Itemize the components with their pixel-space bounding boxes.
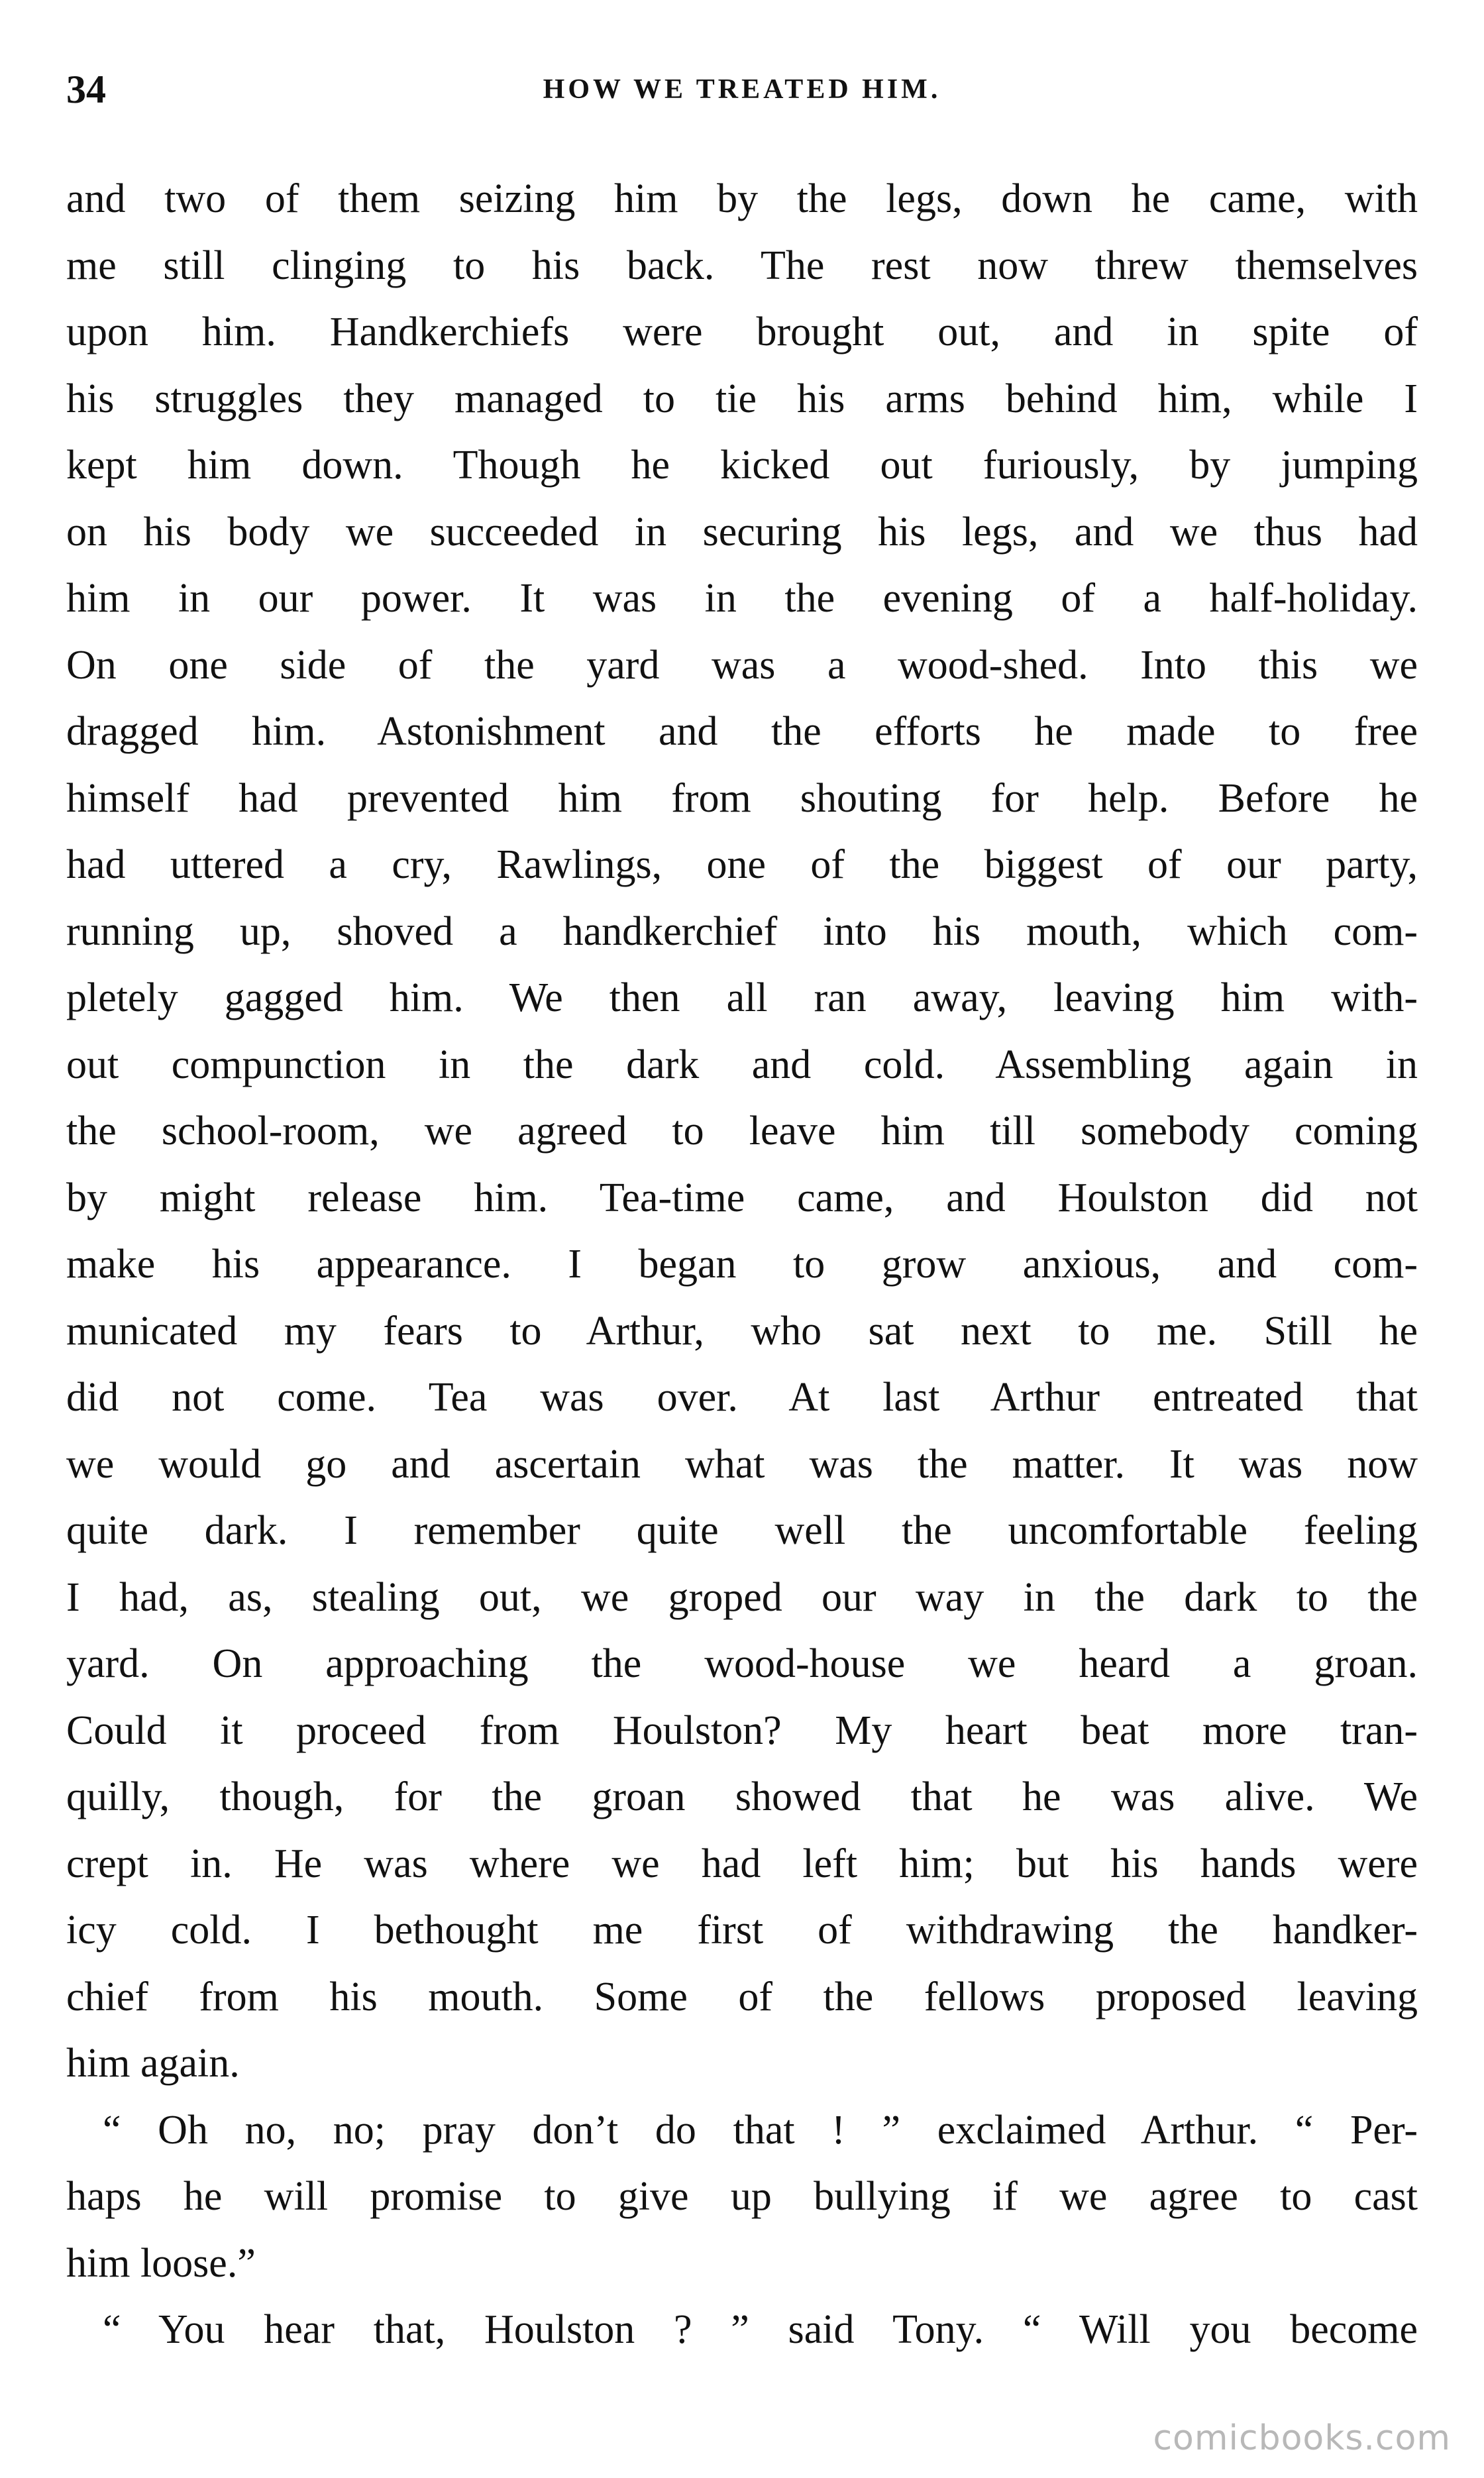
text-line: we would go and ascertain what was the matter. It was now [66,1441,1418,1487]
text-line: running up, shoved a handkerchief into his mouth, which com- [66,908,1418,954]
text-line: yard. On approaching the wood-house we heard a groan. [66,1641,1418,1686]
text-line: dragged him. Astonishment and the efforts he made to free [66,709,1418,754]
text-line: municated my fears to Arthur, who sat next to me. Still he [66,1308,1418,1354]
text-line: upon him. Handkerchiefs were brought out, and in spite of [66,309,1418,354]
running-head: HOW WE TREATED HIM. [543,74,941,105]
text-line: and two of them seizing him by the legs, down he came, with [66,176,1418,221]
text-line: quite dark. I remember quite well the uncomfortable feeling [66,1508,1418,1553]
page-header [66,63,1418,116]
text-line: “ Oh no, no; pray don’t do that ! ” exclaimed Arthur. “ Per- [103,2107,1418,2153]
text-line: pletely gagged him. We then all ran away, leaving him with- [66,975,1418,1020]
text-line: “ You hear that, Houlston ? ” said Tony. “ Will you become [103,2307,1418,2352]
text-line: chief from his mouth. Some of the fellows proposed leaving [66,1974,1418,2020]
text-line: On one side of the yard was a wood-shed. Into this we [66,642,1418,688]
text-line: the school-room, we agreed to leave him till somebody coming [66,1108,1418,1154]
text-line: by might release him. Tea-time came, and Houlston did not [66,1175,1418,1220]
text-line: on his body we succeeded in securing his legs, and we thus had [66,509,1418,555]
text-line: kept him down. Though he kicked out furiously, by jumping [66,443,1418,488]
text-line: I had, as, stealing out, we groped our way in the dark to the [66,1574,1418,1620]
text-line: make his appearance. I began to grow anxious, and com- [66,1242,1418,1287]
text-line: crept in. He was where we had left him; but his hands were [66,1841,1418,1886]
text-line: did not come. Tea was over. At last Arthur entreated that [66,1375,1418,1420]
text-line: me still clinging to his back. The rest now threw themselves [66,242,1418,288]
text-line: out compunction in the dark and cold. Assembling again in [66,1042,1418,1087]
text-line: him loose.” [66,2240,256,2286]
text-line: icy cold. I bethought me first of withdrawing the handker- [66,1908,1418,1953]
text-line: his struggles they managed to tie his arms behind him, while I [66,376,1418,421]
text-line: him again. [66,2041,240,2086]
text-line: haps he will promise to give up bullying if we agree to cast [66,2174,1418,2219]
watermark: comicbooks.com [1153,2418,1451,2458]
text-line: Could it proceed from Houlston? My heart beat more tran- [66,1707,1418,1753]
page-number: 34 [66,68,106,111]
text-line: himself had prevented him from shouting for help. Before he [66,775,1418,821]
text-line: him in our power. It was in the evening of a half-holiday. [66,576,1418,621]
body-text [66,166,1418,2363]
text-line: quilly, though, for the groan showed that he was alive. We [66,1774,1418,1819]
text-line: had uttered a cry, Rawlings, one of the biggest of our party, [66,842,1418,887]
